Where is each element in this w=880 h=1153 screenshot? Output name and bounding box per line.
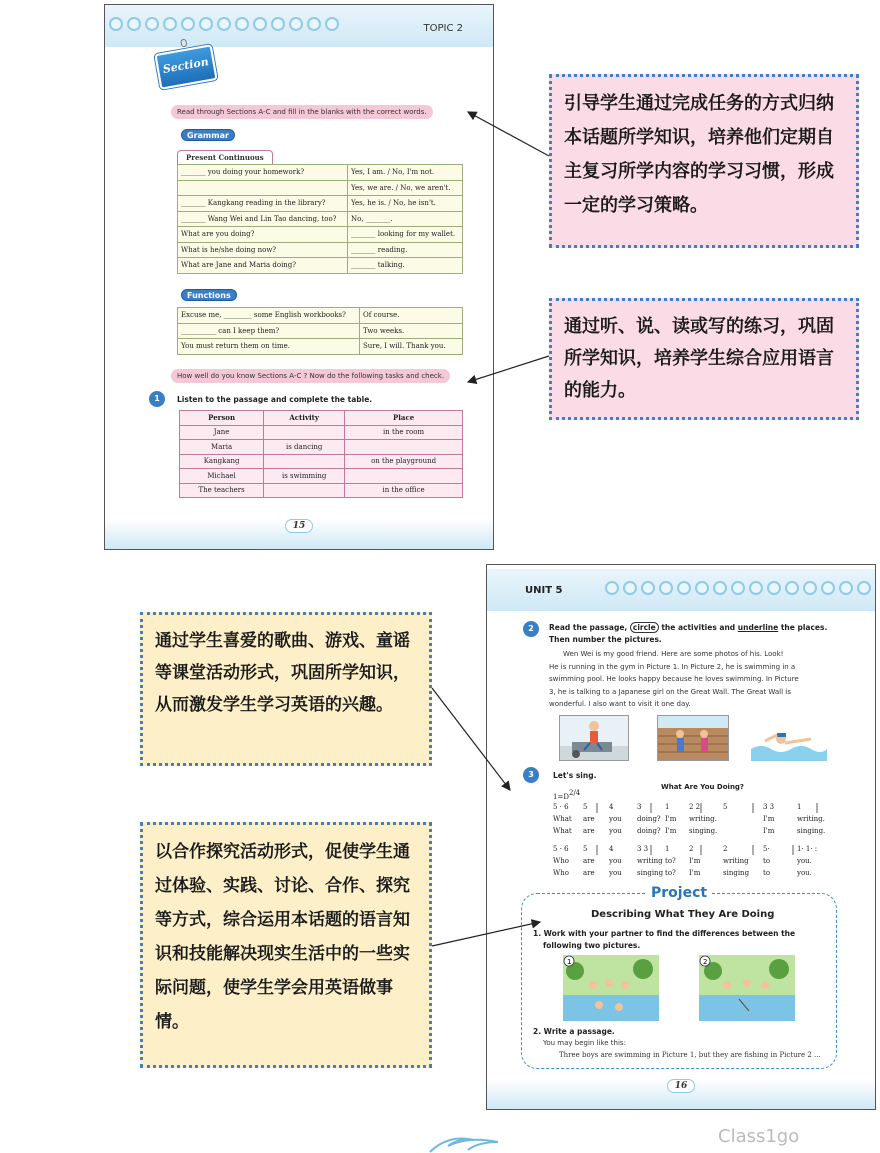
pic-label-2: 2 [703,958,708,966]
task-2-text-line2: Then number the pictures. [549,635,662,644]
song-cell: you. [797,869,812,877]
song-cell: 1 [665,845,670,853]
project-item-1-line2: following two pictures. [543,941,641,950]
song-cell: 5 · 6 [553,803,569,811]
song-title: What Are You Doing? [661,783,744,791]
song-cell: writing [637,857,663,865]
table-header: Person [180,411,264,426]
song-cell: 5 [723,803,728,811]
song-cell: writing. [797,815,825,823]
song-cell: 3 3 [763,803,775,811]
callout-songs-games: 通过学生喜爱的歌曲、游戏、童谣等课堂活动形式，巩固所学知识，从而激发学生学习英语的兴趣。 [140,612,432,766]
song-cell: singing [723,869,750,877]
song-cell: I'm [763,827,775,835]
project-item-2: 2. Write a passage. [533,1027,615,1036]
grammar-question: _______ Kangkang reading in the library? [178,196,348,212]
table-cell: The teachers [180,483,264,498]
passage-line: Wen Wei is my good friend. Here are some photos of his. Look! [563,650,784,658]
arrow-2 [468,356,549,382]
song-cell: doing? [637,827,661,835]
wave-logo-icon [428,1132,518,1153]
song-cell: What [553,827,572,835]
song-cell: are [583,827,595,835]
callout-cooperative-project: 以合作探究活动形式，促使学生通过体验、实践、讨论、合作、探究等方式，综合运用本话题的语言知识和技能解决现实生活中的一些实际问题，使学生学会用英语做事情。 [140,822,432,1068]
song-cell: to? [665,857,676,865]
table-cell: is dancing [264,440,345,455]
pic-label-1: 1 [567,958,572,966]
functions-reply: Two weeks. [360,323,463,339]
passage-line: swimming pool. He looks happy because he loves swimming. In Picture [549,675,799,683]
song-cell: 5 · 6 [553,845,569,853]
circle-word: circle [630,622,659,633]
table-cell: Michael [180,469,264,484]
song-cell: 1 [665,803,670,811]
grammar-answer: Yes, he is. / No, he isn't. [348,196,463,212]
table-header: Activity [264,411,345,426]
project-item-1: 1. Work with your partner to find the differences between the [533,929,796,938]
song-cell: you [609,869,622,877]
task-number-1: 1 [149,391,165,407]
project-example: Three boys are swimming in Picture 1, but they are fishing in Picture 2 ... [559,1051,821,1059]
song-cell: 5 [583,845,588,853]
functions-reply: Sure, I will. Thank you. [360,339,463,355]
table-cell: in the room [345,425,463,440]
table-cell: Maria [180,440,264,455]
song-cell: I'm [689,869,701,877]
song-cell: to [763,857,771,865]
callout-review-strategy: 引导学生通过完成任务的方式归纳本话题所学知识，培养他们定期自主复习所学内容的学习习惯，形成一定的学习策略。 [549,74,859,248]
grammar-answer: _______ talking. [348,258,463,274]
song-cell: I'm [689,857,701,865]
functions-reply: Of course. [360,308,463,324]
song-cell: writing. [689,815,717,823]
song-cell: 2 [689,845,694,853]
song-cell: 1· 1· : [797,845,818,853]
song-cell: 2 [723,845,728,853]
grammar-question: _______ you doing your homework? [178,165,348,181]
task-1-text: Listen to the passage and complete the table. [177,395,373,404]
tasks-instruction: How well do you know Sections A-C ? Now do the following tasks and check. [171,369,450,383]
song-cell: singing [637,869,664,877]
song-cell: I'm [763,815,775,823]
page-number: 16 [667,1079,695,1093]
grammar-answer: _______ reading. [348,242,463,258]
song-cell: you. [797,857,812,865]
passage-line: He is running in the gym in Picture 1. In Picture 2, he is swimming in a [549,662,796,671]
table-cell: on the playground [345,454,463,469]
song-cell: 3 3 [637,845,649,853]
song-cell: you [609,857,622,865]
grammar-question: What is he/she doing now? [178,242,348,258]
table-cell: in the office [345,483,463,498]
song-cell: 4 [609,803,614,811]
project-title: Project [647,885,711,901]
song-cell: What [553,815,572,823]
arrow-3 [432,688,510,790]
project-item-2-hint: You may begin like this: [543,1039,626,1047]
song-cell: 5· [763,845,770,853]
underline-word: underline [737,623,779,632]
callout-practice: 通过听、说、读或写的练习，巩固所学知识，培养学生综合应用语言的能力。 [549,298,859,420]
song-cell: to [763,869,771,877]
song-cell: to? [665,869,676,877]
song-cell: are [583,815,595,823]
song-cell: you [609,827,622,835]
passage-line: 3, he is talking to a Japanese girl on the Great Wall. The Great Wall is [549,687,791,696]
task-2-text: Read the passage, circle the activities and underline the places. [549,623,828,632]
song-cell: writing [723,857,749,865]
song-cell: 3 [637,803,642,811]
task-3-text: Let's sing. [553,771,597,780]
song-cell: singing. [797,827,826,835]
watermark: Class1go [718,1126,800,1147]
arrow-4 [432,922,540,946]
song-cell: 2 2 [689,803,701,811]
table-cell: Kangkang [180,454,264,469]
table-cell: is swimming [264,469,345,484]
grammar-question: What are Jane and Maria doing? [178,258,348,274]
topic-label: TOPIC 2 [423,23,463,34]
song-meter: 2/4 [569,789,581,797]
song-cell: 4 [609,845,614,853]
song-cell: 1 [797,803,802,811]
functions-prompt: You must return them on time. [178,339,360,355]
song-cell: I'm [665,815,677,823]
functions-tag: Functions [181,289,237,301]
arrow-1 [468,112,549,156]
grammar-tab: Present Continuous [177,150,273,164]
page-number: 15 [285,519,313,533]
functions-prompt: __________ can I keep them? [178,323,360,339]
table-cell: Jane [180,425,264,440]
grammar-answer: Yes, I am. / No, I'm not. [348,165,463,181]
task-number-3: 3 [523,767,539,783]
song-key: 1=D [553,793,569,801]
song-cell: singing. [689,827,718,835]
song-cell: are [583,869,595,877]
project-subtitle: Describing What They Are Doing [591,909,775,920]
grammar-answer: No, _______. [348,211,463,227]
song-cell: Who [553,857,569,865]
song-cell: you [609,815,622,823]
song-cell: Who [553,869,569,877]
song-cell: 5 [583,803,588,811]
grammar-tag: Grammar [181,129,235,141]
unit-label: UNIT 5 [525,585,563,596]
passage-line: wonderful. I also want to visit it one day. [549,700,691,708]
song-cell: are [583,857,595,865]
review-instruction: Read through Sections A-C and fill in the blanks with the correct words. [171,105,433,119]
section-badge: Section [154,44,217,90]
functions-prompt: Excuse me, ________ some English workbooks? [178,308,360,324]
grammar-question: What are you doing? [178,227,348,243]
task-number-2: 2 [523,621,539,637]
grammar-answer: Yes, we are. / No, we aren't. [348,180,463,196]
table-header: Place [345,411,463,426]
grammar-answer: _______ looking for my wallet. [348,227,463,243]
song-cell: I'm [665,827,677,835]
song-cell: doing? [637,815,661,823]
grammar-question: _______ Wang Wei and Lin Tao dancing, too? [178,211,348,227]
